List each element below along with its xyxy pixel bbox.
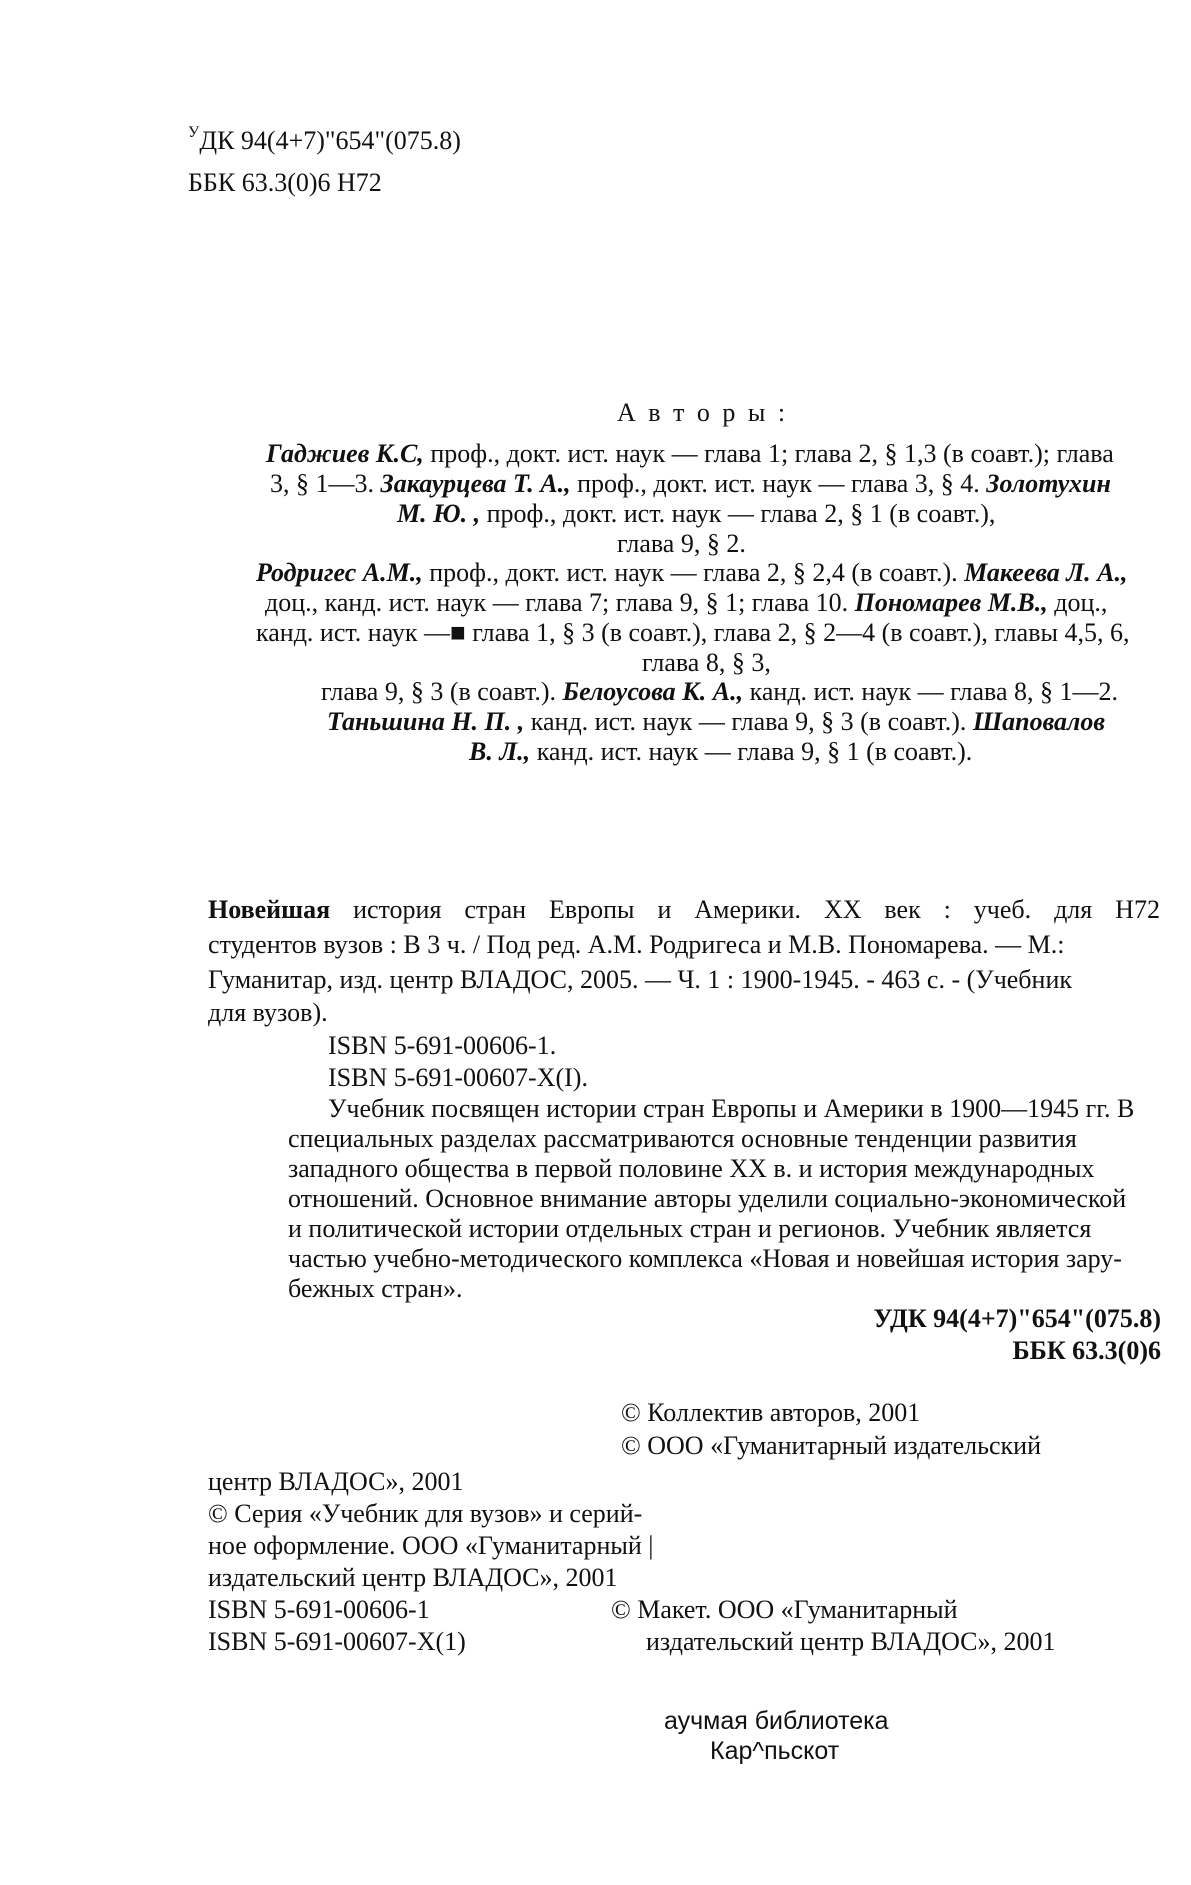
author-name: Золотухин <box>986 469 1111 498</box>
author-name: Шаповалов <box>972 707 1105 736</box>
biblio-word: стран <box>464 895 527 924</box>
biblio-word: Америки. <box>694 895 802 924</box>
author-credits: проф., докт. ист. наук — глава 2, § 2,4 (в соавт.). <box>422 558 965 587</box>
authors-line-3 <box>397 501 995 527</box>
authors-line-11 <box>469 739 972 765</box>
copyright-authors: © Коллектив авторов, 2001 <box>621 1398 921 1427</box>
annotation-line: и политической истории отдельных стран и регионов. Учебник является <box>288 1214 1092 1243</box>
library-stamp-line-1: аучмая библиотека <box>664 1707 889 1735</box>
biblio-word: : <box>943 895 951 924</box>
author-credits: канд. ист. наук — глава 8, § 1—2. <box>743 677 1119 706</box>
author-credits: глава 9, § 3 (в соавт.). <box>321 677 563 706</box>
biblio-word: для <box>1054 895 1093 924</box>
copyright-isbn-1: ISBN 5-691-00606-1 <box>208 1595 430 1624</box>
annotation-line: отношений. Основное внимание авторы уделили социально-экономической <box>288 1184 1127 1213</box>
author-name: В. Л., <box>469 737 531 766</box>
author-name: Белоусова К. А., <box>562 677 744 706</box>
biblio-word: XX <box>823 895 862 924</box>
biblio-word: учеб. <box>973 895 1032 924</box>
author-credits: проф., докт. ист. наук — глава 2, § 1 (в соавт.), <box>480 499 996 528</box>
author-credits: канд. ист. наук — глава 9, § 1 (в соавт.). <box>530 737 973 766</box>
biblio-word: Европы <box>548 895 635 924</box>
biblio-author-mark: Н72 <box>1115 895 1160 924</box>
author-name: Гаджиев К.С, <box>266 439 424 468</box>
udk-header <box>188 124 461 155</box>
copyright-layout: © Макет. ООО «Гуманитарный <box>611 1595 958 1624</box>
library-stamp-line-2: Кар^пьскот <box>710 1737 840 1765</box>
author-credits: 3, § 1—3. <box>270 469 381 498</box>
author-credits: доц., <box>1047 588 1108 617</box>
author-name: Пономарев М.В., <box>854 588 1048 617</box>
copyright-layout-cont: издательский центр ВЛАДОС», 2001 <box>646 1627 1056 1656</box>
authors-line-6 <box>265 590 1107 616</box>
author-credits: проф., докт. ист. наук — глава 3, § 4. <box>570 469 987 498</box>
biblio-word: и <box>657 895 672 924</box>
bbk-code-bold: ББК 63.3(0)6 <box>1012 1336 1161 1365</box>
biblio-line-2: студентов вузов : В 3 ч. / Под ред. А.М. Родригеса и М.В. Пономарева. — М.: <box>208 930 1065 959</box>
authors-line-2 <box>270 471 1111 497</box>
bbk-header: ББК 63.3(0)6 Н72 <box>188 168 382 197</box>
author-credits: проф., докт. ист. наук — глава 1; глава 2, § 1,3 (в соавт.); глава <box>423 439 1114 468</box>
author-credits: доц., канд. ист. наук — глава 7; глава 9, § 1; глава 10. <box>265 588 855 617</box>
biblio-line-4: для вузов). <box>208 998 328 1027</box>
copyright-series-cont: ное оформление. ООО «Гуманитарный | <box>208 1531 654 1560</box>
udk-code-bold: УДК 94(4+7)"654"(075.8) <box>873 1304 1161 1333</box>
biblio-word: век <box>884 895 921 924</box>
authors-line-9 <box>321 679 1118 705</box>
biblio-isbn-1: ISBN 5-691-00606-1. <box>328 1031 557 1060</box>
biblio-title-bold: Новейшая <box>208 895 331 924</box>
authors-line-8: глава 8, § 3, <box>642 648 771 677</box>
biblio-isbn-2: ISBN 5-691-00607-Х(І). <box>328 1063 588 1092</box>
author-credits: канд. ист. наук — глава 9, § 3 (в соавт.). <box>524 707 973 736</box>
copyright-isbn-2: ISBN 5-691-00607-Х(1) <box>208 1627 466 1656</box>
authors-line-10 <box>327 709 1105 735</box>
copyright-series-cont: издательский центр ВЛАДОС», 2001 <box>208 1563 618 1592</box>
biblio-word: история <box>353 895 442 924</box>
author-name: Закаурцева Т. А., <box>380 469 571 498</box>
biblio-line-3: Гуманитар, изд. центр ВЛАДОС, 2005. — Ч. 1 : 1900-1945. - 463 с. - (Учебник <box>208 965 1072 994</box>
copyright-publisher: © ООО «Гуманитарный издательский <box>621 1431 1041 1460</box>
author-name: Родригес А.М., <box>256 558 423 587</box>
author-name: Таньшина Н. П. , <box>327 707 525 736</box>
authors-line-1 <box>266 441 1114 467</box>
annotation-line: частью учебно-методического комплекса «Новая и новейшая история зару- <box>288 1244 1122 1273</box>
authors-line-4: глава 9, § 2. <box>617 529 746 558</box>
annotation-line: Учебник посвящен истории стран Европы и Америки в 1900—1945 гг. В <box>328 1094 1135 1123</box>
author-name: Макеева Л. А., <box>964 558 1128 587</box>
copyright-series: © Серия «Учебник для вузов» и серий- <box>208 1499 643 1528</box>
udk-prefix: У <box>188 124 200 141</box>
copyright-publisher-cont: центр ВЛАДОС», 2001 <box>208 1467 464 1496</box>
annotation-line: специальных разделах рассматриваются основные тенденции развития <box>288 1124 1077 1153</box>
authors-line-7: канд. ист. наук —■ глава 1, § 3 (в соавт.), глава 2, § 2—4 (в соавт.), главы 4,5, 6, <box>256 618 1130 647</box>
biblio-line-1 <box>208 897 1160 923</box>
author-name: М. Ю. , <box>397 499 481 528</box>
authors-line-5 <box>256 560 1127 586</box>
authors-heading: А в т о р ы : <box>617 398 789 427</box>
udk-code: ДК 94(4+7)"654"(075.8) <box>199 126 461 155</box>
annotation-line: западного общества в первой половине XX в. и история международных <box>288 1154 1095 1183</box>
annotation-line: бежных стран». <box>288 1274 463 1303</box>
